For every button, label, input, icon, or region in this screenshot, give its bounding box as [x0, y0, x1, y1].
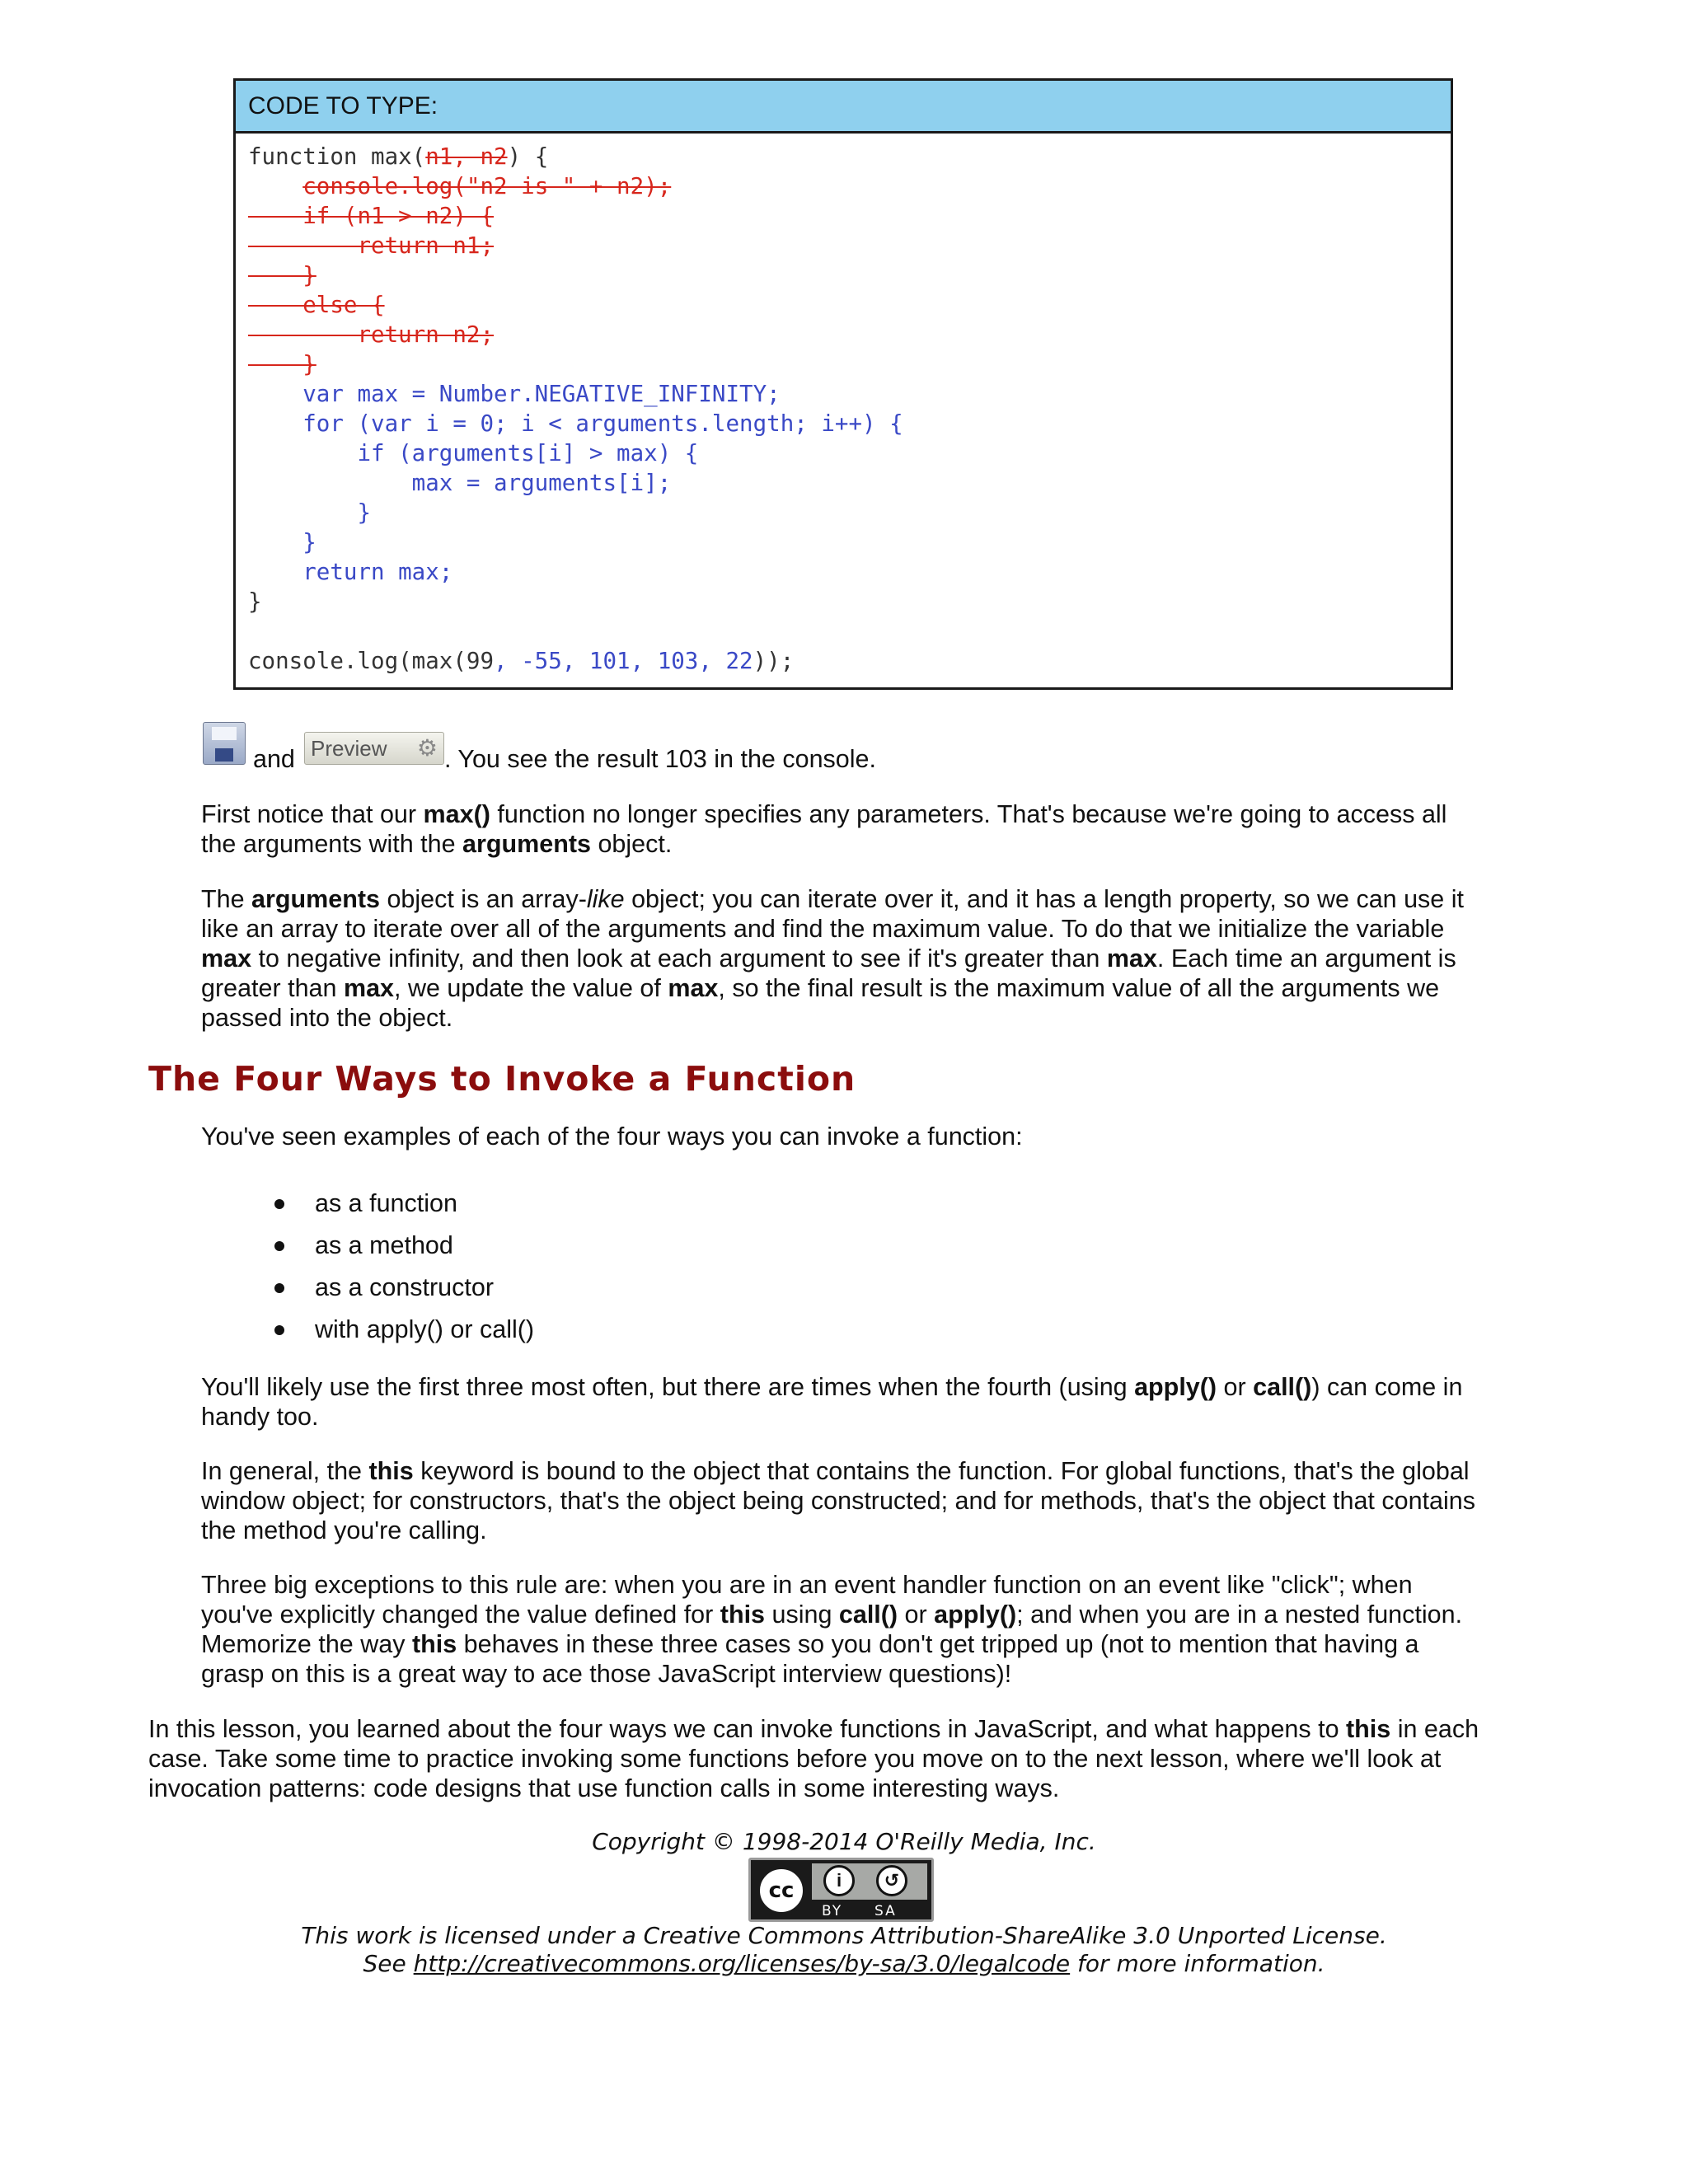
deleted-code: return n2;: [248, 321, 495, 348]
code-line: [248, 320, 1438, 349]
added-code: }: [248, 499, 372, 526]
added-code: return max;: [248, 559, 453, 585]
paragraph-max-params: First notice that our max() function no longer specifies any parameters. That's because we're going to access all the arguments with the arguments object.: [201, 800, 1447, 858]
code-to-type-box: [233, 78, 1453, 690]
preview-button-label: Preview: [311, 736, 387, 761]
code-line: [248, 290, 1438, 320]
code-line: [248, 201, 1438, 231]
paragraph-arguments-object: The arguments object is an array-like object; you can iterate over it, and it has a length property, so we can use it like an array to iterate over all of the arguments and find the maximum value. To do that we initialize the variable max to negative infinity, and then look at each argument to see if it's greater than max. Each time an argument is greater than max, we update the value of max, so the final result is the maximum value of all the arguments we passed into the object.: [201, 885, 1464, 1032]
and-text: and: [253, 745, 295, 773]
code-line: [248, 587, 1438, 616]
code-line: [248, 646, 1438, 676]
list-item: as a function: [272, 1183, 534, 1225]
code-line: [248, 438, 1438, 468]
list-item: as a method: [272, 1225, 534, 1267]
section-heading: The Four Ways to Invoke a Function: [148, 1059, 856, 1099]
added-code: , -55, 101, 103, 22: [494, 648, 753, 674]
badge-sa-label: SA: [874, 1903, 897, 1919]
code-line: [248, 349, 1438, 379]
code-line: [248, 498, 1438, 527]
code-text: }: [248, 588, 262, 615]
paragraph-this-binding: In general, the this keyword is bound to the object that contains the function. For global functions, that's the global window object; for constructors, that's the object being constructed; and for methods, that's the object that contains the method you're calling.: [201, 1457, 1475, 1544]
code-text: [248, 173, 302, 199]
share-alike-icon: ↺: [876, 1865, 907, 1896]
paragraph-intro-list: You've seen examples of each of the four ways you can invoke a function:: [201, 1122, 1023, 1151]
creative-commons-badge: [748, 1858, 934, 1922]
code-line: [248, 527, 1438, 557]
license-link[interactable]: http://creativecommons.org/licenses/by-sa/3.0/legalcode: [413, 1950, 1071, 1977]
save-icon[interactable]: [203, 722, 246, 765]
code-text: console.log(max(99: [248, 648, 495, 674]
code-line: [248, 409, 1438, 438]
code-line: [248, 260, 1438, 290]
list-item: with apply() or call(): [272, 1309, 534, 1351]
code-line: [248, 557, 1438, 587]
code-line: [248, 171, 1438, 201]
code-line: [248, 468, 1438, 498]
preview-button[interactable]: [304, 732, 444, 765]
cc-logo-icon: cc: [756, 1865, 807, 1916]
list-item: as a constructor: [272, 1267, 534, 1309]
invoke-ways-list: [272, 1183, 534, 1351]
code-listing: [236, 134, 1451, 684]
code-line: [248, 231, 1438, 260]
attribution-icon: i: [823, 1865, 855, 1896]
badge-by-label: BY: [822, 1903, 843, 1919]
deleted-code: }: [248, 351, 316, 377]
paragraph-lesson-summary: In this lesson, you learned about the four ways we can invoke functions in JavaScript, and what happens to this in each case. Take some time to practice invoking some functions before you move on to the next lesson, where we'll look at invocation patterns: code designs that use function calls in some interesting ways.: [148, 1715, 1479, 1802]
added-code: for (var i = 0; i < arguments.length; i++) {: [248, 410, 903, 437]
code-line: [248, 379, 1438, 409]
gear-icon: ⚙: [416, 735, 438, 761]
license-text: This work is licensed under a Creative Commons Attribution-ShareAlike 3.0 Unported License. See http://creativecommons.org/licenses/by-sa/3.0/legalcode for more information.: [0, 1922, 1688, 1978]
added-code: }: [248, 529, 316, 555]
copyright-line: Copyright © 1998-2014 O'Reilly Media, Inc.: [592, 1828, 1096, 1855]
deleted-code: }: [248, 262, 316, 288]
added-code: if (arguments[i] > max) {: [248, 440, 699, 466]
added-code: var max = Number.NEGATIVE_INFINITY;: [248, 381, 781, 407]
code-line: [248, 616, 1438, 646]
deleted-code: n1, n2: [425, 143, 508, 170]
code-text: function max(: [248, 143, 426, 170]
result-text: . You see the result 103 in the console.: [444, 745, 876, 773]
code-line: [248, 142, 1438, 171]
code-box-header: CODE TO TYPE:: [236, 81, 1451, 134]
deleted-code: console.log("n2 is " + n2);: [302, 173, 672, 199]
added-code: max = arguments[i];: [248, 470, 672, 496]
code-text: ) {: [507, 143, 549, 170]
paragraph-first-three: You'll likely use the first three most often, but there are times when the fourth (using apply() or call()) can come in handy too.: [201, 1373, 1463, 1431]
deleted-code: else {: [248, 292, 385, 318]
license-line: This work is licensed under a Creative Commons Attribution-ShareAlike 3.0 Unported License.: [301, 1922, 1387, 1949]
paragraph-exceptions: Three big exceptions to this rule are: when you are in an event handler function on an event like "click"; when you've explicitly changed the value defined for this using call() or apply(); and when you are in a nested function. Memorize the way this behaves in these three cases so you don't get tripped up (not to mention that having a grasp on this is a great way to ace those JavaScript interview questions)!: [201, 1571, 1463, 1688]
code-text: ));: [753, 648, 795, 674]
deleted-code: if (n1 > n2) {: [248, 203, 495, 229]
deleted-code: return n1;: [248, 232, 495, 259]
